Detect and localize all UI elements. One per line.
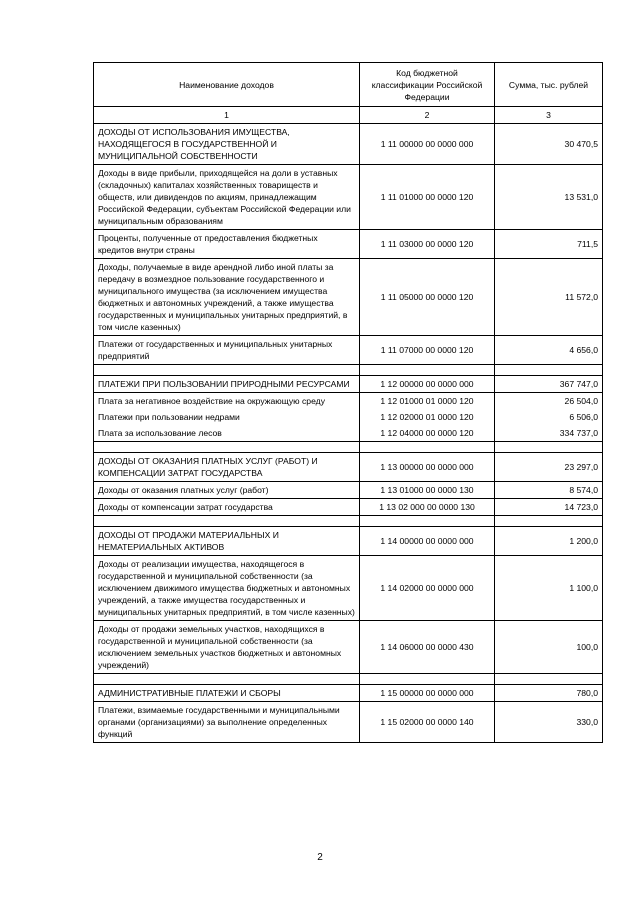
spacer-cell [94,365,360,376]
row-sum: 1 200,0 [495,527,603,556]
spacer-cell [94,442,360,453]
row-name: Доходы от реализации имущества, находящегося в государственной и муниципальной собственности (за исключением движимого имущества бюджетных и автономных учреждений, а также имущества государственных и муниципальных унитарных предприятий, в том числе казенных) [94,556,360,621]
spacer-cell [360,442,495,453]
table-row [94,393,603,410]
row-name: ДОХОДЫ ОТ ИСПОЛЬЗОВАНИЯ ИМУЩЕСТВА, НАХОДЯЩЕГОСЯ В ГОСУДАРСТВЕННОЙ И МУНИЦИПАЛЬНОЙ СОБСТВЕННОСТИ [94,124,360,165]
row-sum: 6 506,0 [495,409,603,425]
spacer-cell [495,674,603,685]
spacer-cell [360,365,495,376]
row-sum: 30 470,5 [495,124,603,165]
row-sum: 367 747,0 [495,376,603,393]
table-row [94,702,603,743]
header-row [94,63,603,107]
row-name: Проценты, полученные от предоставления бюджетных кредитов внутри страны [94,230,360,259]
row-code: 1 13 00000 00 0000 000 [360,453,495,482]
header-name: Наименование доходов [94,63,360,107]
row-sum: 23 297,0 [495,453,603,482]
spacer-cell [94,516,360,527]
table-row [94,556,603,621]
table-row [94,409,603,425]
row-sum: 330,0 [495,702,603,743]
row-sum: 1 100,0 [495,556,603,621]
table-row [94,230,603,259]
row-sum: 14 723,0 [495,499,603,516]
row-sum: 711,5 [495,230,603,259]
row-sum: 4 656,0 [495,336,603,365]
spacer-row [94,365,603,376]
row-code: 1 11 07000 00 0000 120 [360,336,495,365]
row-code: 1 11 01000 00 0000 120 [360,165,495,230]
revenue-table [93,62,603,743]
row-name: Плата за использование лесов [94,425,360,442]
spacer-cell [495,516,603,527]
row-name: ДОХОДЫ ОТ ОКАЗАНИЯ ПЛАТНЫХ УСЛУГ (РАБОТ) И КОМПЕНСАЦИИ ЗАТРАТ ГОСУДАРСТВА [94,453,360,482]
section-row [94,453,603,482]
row-sum: 8 574,0 [495,482,603,499]
spacer-cell [495,442,603,453]
header-sum: Сумма, тыс. рублей [495,63,603,107]
row-sum: 13 531,0 [495,165,603,230]
page-number: 2 [317,852,323,863]
column-number: 2 [360,107,495,124]
row-code: 1 13 02 000 00 0000 130 [360,499,495,516]
spacer-row [94,516,603,527]
row-sum: 334 737,0 [495,425,603,442]
spacer-cell [495,365,603,376]
row-sum: 26 504,0 [495,393,603,410]
row-code: 1 14 06000 00 0000 430 [360,621,495,674]
row-code: 1 12 01000 01 0000 120 [360,393,495,410]
section-row [94,527,603,556]
row-code: 1 12 04000 00 0000 120 [360,425,495,442]
row-name: Доходы от оказания платных услуг (работ) [94,482,360,499]
row-name: АДМИНИСТРАТИВНЫЕ ПЛАТЕЖИ И СБОРЫ [94,685,360,702]
row-name: Платежи от государственных и муниципальных унитарных предприятий [94,336,360,365]
column-number: 1 [94,107,360,124]
table-row [94,499,603,516]
row-code: 1 14 02000 00 0000 000 [360,556,495,621]
row-name: Платежи при пользовании недрами [94,409,360,425]
row-code: 1 14 00000 00 0000 000 [360,527,495,556]
row-sum: 11 572,0 [495,259,603,336]
row-code: 1 11 05000 00 0000 120 [360,259,495,336]
row-name: ДОХОДЫ ОТ ПРОДАЖИ МАТЕРИАЛЬНЫХ И НЕМАТЕРИАЛЬНЫХ АКТИВОВ [94,527,360,556]
table-row [94,621,603,674]
spacer-cell [94,674,360,685]
table-row [94,425,603,442]
column-number: 3 [495,107,603,124]
spacer-cell [360,516,495,527]
row-code: 1 11 03000 00 0000 120 [360,230,495,259]
header-code: Код бюджетной классификации Российской Федерации [360,63,495,107]
row-code: 1 12 02000 01 0000 120 [360,409,495,425]
section-row [94,124,603,165]
row-name: Платежи, взимаемые государственными и муниципальными органами (организациями) за выполнение определенных функций [94,702,360,743]
row-name: Доходы, получаемые в виде арендной либо иной платы за передачу в возмездное пользование государственного и муниципального имущества (за исключением имущества бюджетных и автономных учреждений, а также имущества государственных и муниципальных унитарных предприятий, в том числе казенных) [94,259,360,336]
table-row [94,165,603,230]
row-code: 1 13 01000 00 0000 130 [360,482,495,499]
table-row [94,482,603,499]
row-name: Доходы от компенсации затрат государства [94,499,360,516]
section-row [94,685,603,702]
row-code: 1 12 00000 00 0000 000 [360,376,495,393]
table-body [94,124,603,743]
row-code: 1 15 02000 00 0000 140 [360,702,495,743]
row-sum: 100,0 [495,621,603,674]
row-name: ПЛАТЕЖИ ПРИ ПОЛЬЗОВАНИИ ПРИРОДНЫМИ РЕСУРСАМИ [94,376,360,393]
column-number-row [94,107,603,124]
table-row [94,259,603,336]
row-sum: 780,0 [495,685,603,702]
spacer-row [94,442,603,453]
row-name: Доходы от продажи земельных участков, находящихся в государственной и муниципальной собственности (за исключением земельных участков бюджетных и автономных учреждений) [94,621,360,674]
row-name: Плата за негативное воздействие на окружающую среду [94,393,360,410]
row-code: 1 11 00000 00 0000 000 [360,124,495,165]
spacer-cell [360,674,495,685]
section-row [94,376,603,393]
spacer-row [94,674,603,685]
table-row [94,336,603,365]
row-name: Доходы в виде прибыли, приходящейся на доли в уставных (складочных) капиталах хозяйственных товариществ и обществ, или дивидендов по акциям, принадлежащим Российской Федерации, субъектам Российской Федерации или муниципальным образованиям [94,165,360,230]
row-code: 1 15 00000 00 0000 000 [360,685,495,702]
